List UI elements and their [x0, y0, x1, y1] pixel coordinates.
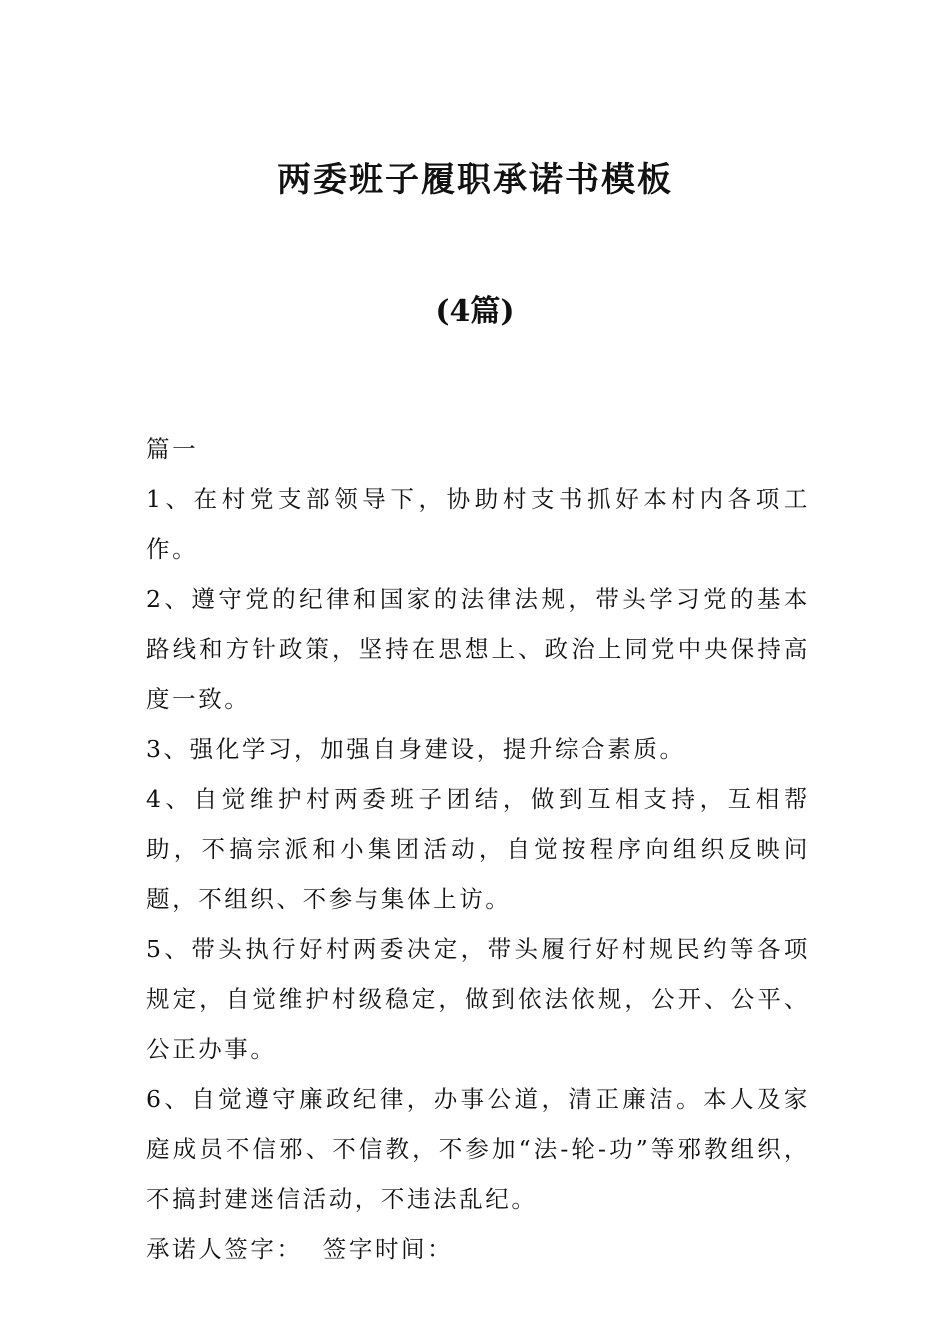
section-heading: 篇一: [146, 435, 199, 463]
commitment-item-6: 6、自觉遵守廉政纪律，办事公道，清正廉洁。本人及家庭成员不信邪、不信教，不参加“法-轮-功”等邪教组织，不搞封建迷信活动，不违法乱纪。: [146, 1085, 810, 1213]
signature-line: 承诺人签字： 签字时间：: [146, 1235, 454, 1263]
commitment-item-3: 3、强化学习，加强自身建设，提升综合素质。: [146, 735, 686, 763]
commitment-item-5: 5、带头执行好村两委决定，带头履行好村规民约等各项规定，自觉维护村级稳定，做到依法依规，公开、公平、公正办事。: [146, 935, 810, 1063]
commitment-item-1: 1、在村党支部领导下，协助村支书抓好本村内各项工作。: [146, 485, 810, 563]
document-body: [146, 424, 810, 1274]
document-subtitle: (4篇): [435, 294, 515, 329]
commitment-item-4: 4、自觉维护村两委班子团结，做到互相支持，互相帮助，不搞宗派和小集团活动，自觉按程序向组织反映问题，不组织、不参与集体上访。: [146, 785, 810, 913]
commitment-item-2: 2、遵守党的纪律和国家的法律法规，带头学习党的基本路线和方针政策，坚持在思想上、政治上同党中央保持高度一致。: [146, 585, 810, 713]
document-title: 两委班子履职承诺书模板: [277, 160, 673, 200]
